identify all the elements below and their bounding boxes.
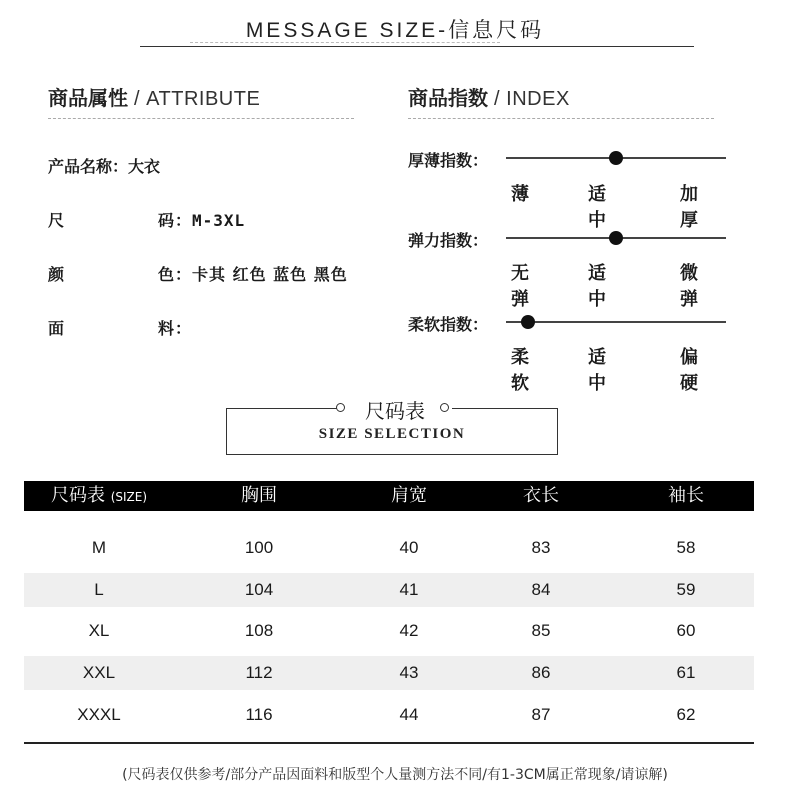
cell-sleeve: 60	[676, 621, 696, 640]
page-title: MESSAGE SIZE-信息尺码	[245, 19, 545, 42]
header-dotted-rule	[190, 42, 500, 43]
attr-color-value: 色：卡其 红色 蓝色 黑色	[158, 265, 348, 284]
header-size-main: 尺码表	[50, 485, 105, 506]
attribute-heading-en: / ATTRIBUTE	[128, 88, 261, 110]
index-label: 弹力指数：	[408, 231, 489, 250]
cell-chest: 112	[245, 663, 273, 682]
index-tick-low: 薄	[511, 184, 529, 205]
index-tick-mid: 适中	[588, 184, 606, 231]
attr-fabric-value: 料：	[158, 319, 193, 338]
index-tick-low: 无弹	[511, 263, 529, 310]
cell-sleeve: 62	[676, 705, 696, 724]
cell-size: XXXL	[77, 705, 121, 724]
header-rule	[140, 46, 694, 47]
cell-size: M	[91, 538, 107, 557]
cell-chest: 116	[245, 705, 273, 724]
cell-shoulder: 41	[399, 580, 419, 599]
index-tick-low: 柔软	[511, 347, 529, 394]
attribute-heading	[48, 82, 260, 111]
cell-size: XL	[88, 621, 110, 640]
footnote: (尺码表仅供参考/部分产品因面料和版型个人量测方法不同/有1-3CM属正常现象/请谅解)	[122, 767, 668, 783]
table-row	[24, 614, 754, 648]
cell-chest: 108	[244, 621, 274, 640]
index-heading	[408, 82, 570, 111]
index-tick-high: 偏硬	[680, 347, 698, 394]
attr-name: 产品名称：大衣	[48, 157, 161, 176]
cell-sleeve: 61	[676, 663, 696, 682]
cell-shoulder: 40	[399, 538, 419, 557]
size-selection-rule-left	[226, 408, 338, 409]
header-chest: 胸围	[241, 485, 277, 506]
size-selection-rule-right	[452, 408, 557, 409]
cell-length: 87	[531, 705, 551, 724]
cell-chest: 100	[244, 538, 274, 557]
cell-sleeve: 58	[676, 538, 696, 557]
table-row	[24, 656, 754, 690]
attr-color-label: 颜	[48, 265, 65, 284]
table-row	[24, 531, 754, 565]
table-row	[24, 573, 754, 607]
header-shoulder: 肩宽	[391, 485, 427, 506]
index-label: 厚薄指数：	[408, 151, 489, 170]
index-divider	[408, 118, 714, 119]
table-row	[24, 698, 754, 732]
attr-size-label: 尺	[48, 211, 65, 230]
attribute-heading-zh: 商品属性	[48, 86, 128, 110]
cell-sleeve: 59	[676, 580, 696, 599]
header-size-sub: (SIZE)	[110, 490, 148, 504]
index-tick-high: 微弹	[680, 263, 698, 310]
index-tick-high: 加厚	[680, 184, 698, 231]
index-heading-en: / INDEX	[488, 88, 570, 110]
cell-shoulder: 43	[399, 663, 419, 682]
index-marker	[609, 231, 623, 245]
size-table-header	[24, 481, 754, 511]
cell-length: 84	[531, 580, 551, 599]
header-sleeve: 袖长	[668, 485, 704, 506]
header-size	[24, 481, 174, 511]
cell-size: L	[94, 580, 104, 599]
size-selection-subtitle: SIZE SELECTION	[318, 426, 466, 442]
cell-shoulder: 42	[399, 621, 419, 640]
index-heading-zh: 商品指数	[408, 86, 488, 110]
index-marker	[609, 151, 623, 165]
index-tick-mid: 适中	[588, 263, 606, 310]
attr-size-value: 码：M-3XL	[158, 211, 246, 230]
cell-length: 83	[531, 538, 551, 557]
index-track	[506, 321, 726, 323]
cell-size: XXL	[82, 663, 116, 682]
index-label: 柔软指数：	[408, 315, 489, 334]
size-selection-title: 尺码表	[365, 399, 425, 423]
index-tick-mid: 适中	[588, 347, 606, 394]
cell-chest: 104	[244, 580, 274, 599]
cell-shoulder: 44	[399, 705, 419, 724]
cell-length: 86	[531, 663, 551, 682]
index-marker	[521, 315, 535, 329]
header-length: 衣长	[523, 485, 559, 506]
attr-fabric-label: 面	[48, 319, 65, 338]
cell-length: 85	[531, 621, 551, 640]
table-bottom-rule	[24, 742, 754, 744]
attribute-divider	[48, 118, 354, 119]
